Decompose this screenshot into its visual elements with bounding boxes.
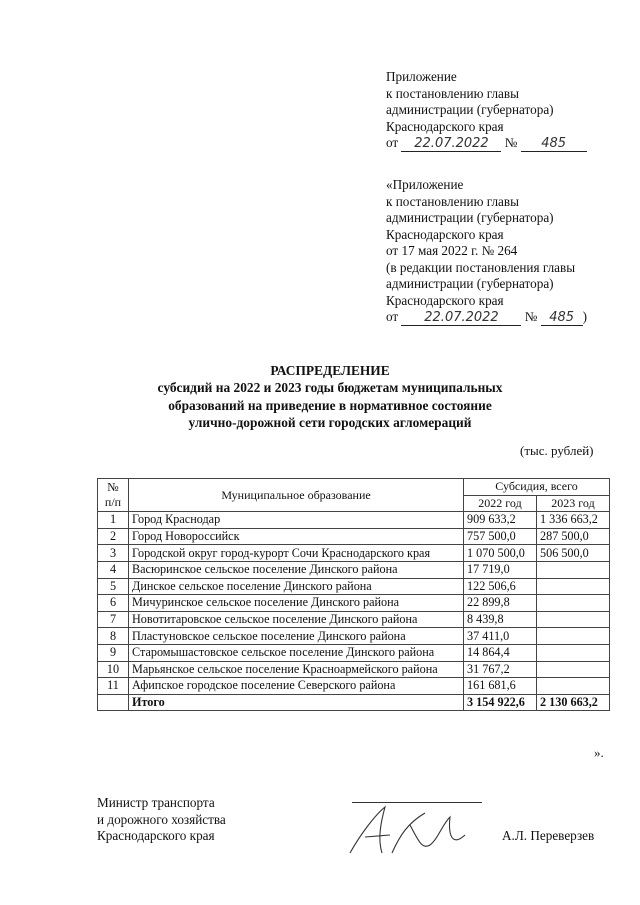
appendix-line: от 17 мая 2022 г. № 264: [386, 243, 518, 258]
title-line: субсидий на 2022 и 2023 годы бюджетам муниципальных: [157, 380, 503, 396]
municipality-name: Город Краснодар: [129, 512, 464, 529]
appendix-line: к постановлению главы: [386, 85, 519, 101]
position-line: и дорожного хозяйства: [97, 811, 226, 827]
subsidy-2022: 14 864,4: [464, 644, 537, 661]
handwritten-number: 485: [521, 137, 587, 152]
title-line: образований на приведение в нормативное состояние: [168, 397, 492, 413]
total-2022: 3 154 922,6: [464, 694, 537, 711]
row-number: 10: [98, 661, 129, 678]
subsidy-2023: [537, 628, 610, 645]
municipality-name: Васюринское сельское поселение Динского района: [129, 561, 464, 578]
row-number: 5: [98, 578, 129, 595]
number-sign: №: [504, 135, 518, 150]
header-subsidy: Субсидия, всего: [464, 479, 610, 496]
header-no: [98, 479, 129, 512]
appendix-line: (в редакции постановления главы: [386, 259, 576, 275]
municipality-name: Динское сельское поселение Динского района: [129, 578, 464, 595]
header-2023: 2023 год: [537, 495, 610, 512]
municipality-name: Мичуринское сельское поселение Динского района: [129, 595, 464, 612]
table-row: [98, 611, 610, 628]
title-line: улично-дорожной сети городских агломераций: [188, 414, 472, 430]
municipality-name: Городской округ город-курорт Сочи Краснодарского края: [129, 545, 464, 562]
position-line: Краснодарского края: [97, 828, 215, 843]
subsidy-2023: [537, 561, 610, 578]
position-line: Министр транспорта: [97, 795, 215, 810]
appendix-line: Краснодарского края: [386, 292, 504, 308]
appendix-line: к постановлению главы: [386, 193, 519, 209]
appendix-line: «Приложение: [386, 177, 464, 192]
municipality-name: Марьянское сельское поселение Красноармейского района: [129, 661, 464, 678]
appendix-date-line: [386, 309, 587, 326]
table-row: [98, 545, 610, 562]
subsidy-2023: [537, 678, 610, 695]
appendix-line: Краснодарского края: [386, 118, 504, 134]
header-municipality: Муниципальное образование: [129, 479, 464, 512]
municipality-name: Новотитаровское сельское поселение Динского района: [129, 611, 464, 628]
total-2023: 2 130 663,2: [537, 694, 610, 711]
municipality-name: Пластуновское сельское поселение Динского района: [129, 628, 464, 645]
header-no-line: п/п: [104, 495, 122, 510]
handwritten-number: 485: [541, 311, 583, 326]
subsidy-2022: 22 899,8: [464, 595, 537, 612]
table-row: [98, 644, 610, 661]
row-number: 8: [98, 628, 129, 645]
row-number: 7: [98, 611, 129, 628]
signer-name: А.Л. Переверзев: [502, 828, 595, 843]
appendix-line: Краснодарского края: [386, 226, 504, 242]
municipality-name: Город Новороссийск: [129, 528, 464, 545]
row-number: 6: [98, 595, 129, 612]
handwritten-signature: [330, 795, 480, 865]
subsidy-2022: 1 070 500,0: [464, 545, 537, 562]
number-sign: №: [524, 309, 538, 324]
subsidy-2022: 757 500,0: [464, 528, 537, 545]
subsidy-2022: 909 633,2: [464, 512, 537, 529]
units-label: (тыс. рублей): [520, 443, 594, 458]
total-label: Итого: [129, 694, 464, 711]
document-title: [100, 362, 560, 431]
total-row: [98, 694, 610, 711]
row-number: 1: [98, 512, 129, 529]
appendix-header-current: [386, 69, 587, 152]
municipality-name: Афипское городское поселение Северского района: [129, 678, 464, 695]
table-row: [98, 678, 610, 695]
subsidy-2022: 17 719,0: [464, 561, 537, 578]
appendix-line: администрации (губернатора): [386, 102, 554, 117]
appendix-header-original: [386, 177, 587, 326]
appendix-line: Приложение: [386, 69, 457, 84]
subsidy-2022: 161 681,6: [464, 678, 537, 695]
closing-quote: ».: [594, 745, 604, 760]
row-number: 11: [98, 678, 129, 695]
table-row: [98, 595, 610, 612]
close-paren: ): [582, 309, 588, 324]
table-row: [98, 561, 610, 578]
municipality-name: Старомышастовское сельское поселение Динского района: [129, 644, 464, 661]
date-prefix: от: [386, 309, 399, 324]
appendix-line: администрации (губернатора): [386, 210, 554, 225]
appendix-line: администрации (губернатора): [386, 276, 554, 291]
row-number: 4: [98, 561, 129, 578]
subsidy-table: [97, 478, 610, 711]
row-number: 9: [98, 644, 129, 661]
subsidy-2022: 8 439,8: [464, 611, 537, 628]
subsidy-2023: [537, 644, 610, 661]
appendix-date-line: [386, 135, 587, 152]
row-number: 2: [98, 528, 129, 545]
handwritten-date: 22.07.2022: [401, 311, 521, 326]
subsidy-2023: 506 500,0: [537, 545, 610, 562]
title-heading: РАСПРЕДЕЛЕНИЕ: [270, 363, 390, 378]
signer-position: [97, 795, 226, 845]
table-row: [98, 512, 610, 529]
subsidy-2023: 287 500,0: [537, 528, 610, 545]
handwritten-date: 22.07.2022: [401, 137, 501, 152]
subsidy-2022: 31 767,2: [464, 661, 537, 678]
table-row: [98, 578, 610, 595]
header-2022: 2022 год: [464, 495, 537, 512]
subsidy-2023: 1 336 663,2: [537, 512, 610, 529]
subsidy-2023: [537, 661, 610, 678]
subsidy-2023: [537, 595, 610, 612]
subsidy-2023: [537, 611, 610, 628]
row-number: 3: [98, 545, 129, 562]
subsidy-2022: 37 411,0: [464, 628, 537, 645]
header-no-line: №: [107, 480, 119, 495]
table-row: [98, 661, 610, 678]
subsidy-2022: 122 506,6: [464, 578, 537, 595]
table-row: [98, 528, 610, 545]
date-prefix: от: [386, 135, 399, 150]
subsidy-2023: [537, 578, 610, 595]
table-row: [98, 628, 610, 645]
